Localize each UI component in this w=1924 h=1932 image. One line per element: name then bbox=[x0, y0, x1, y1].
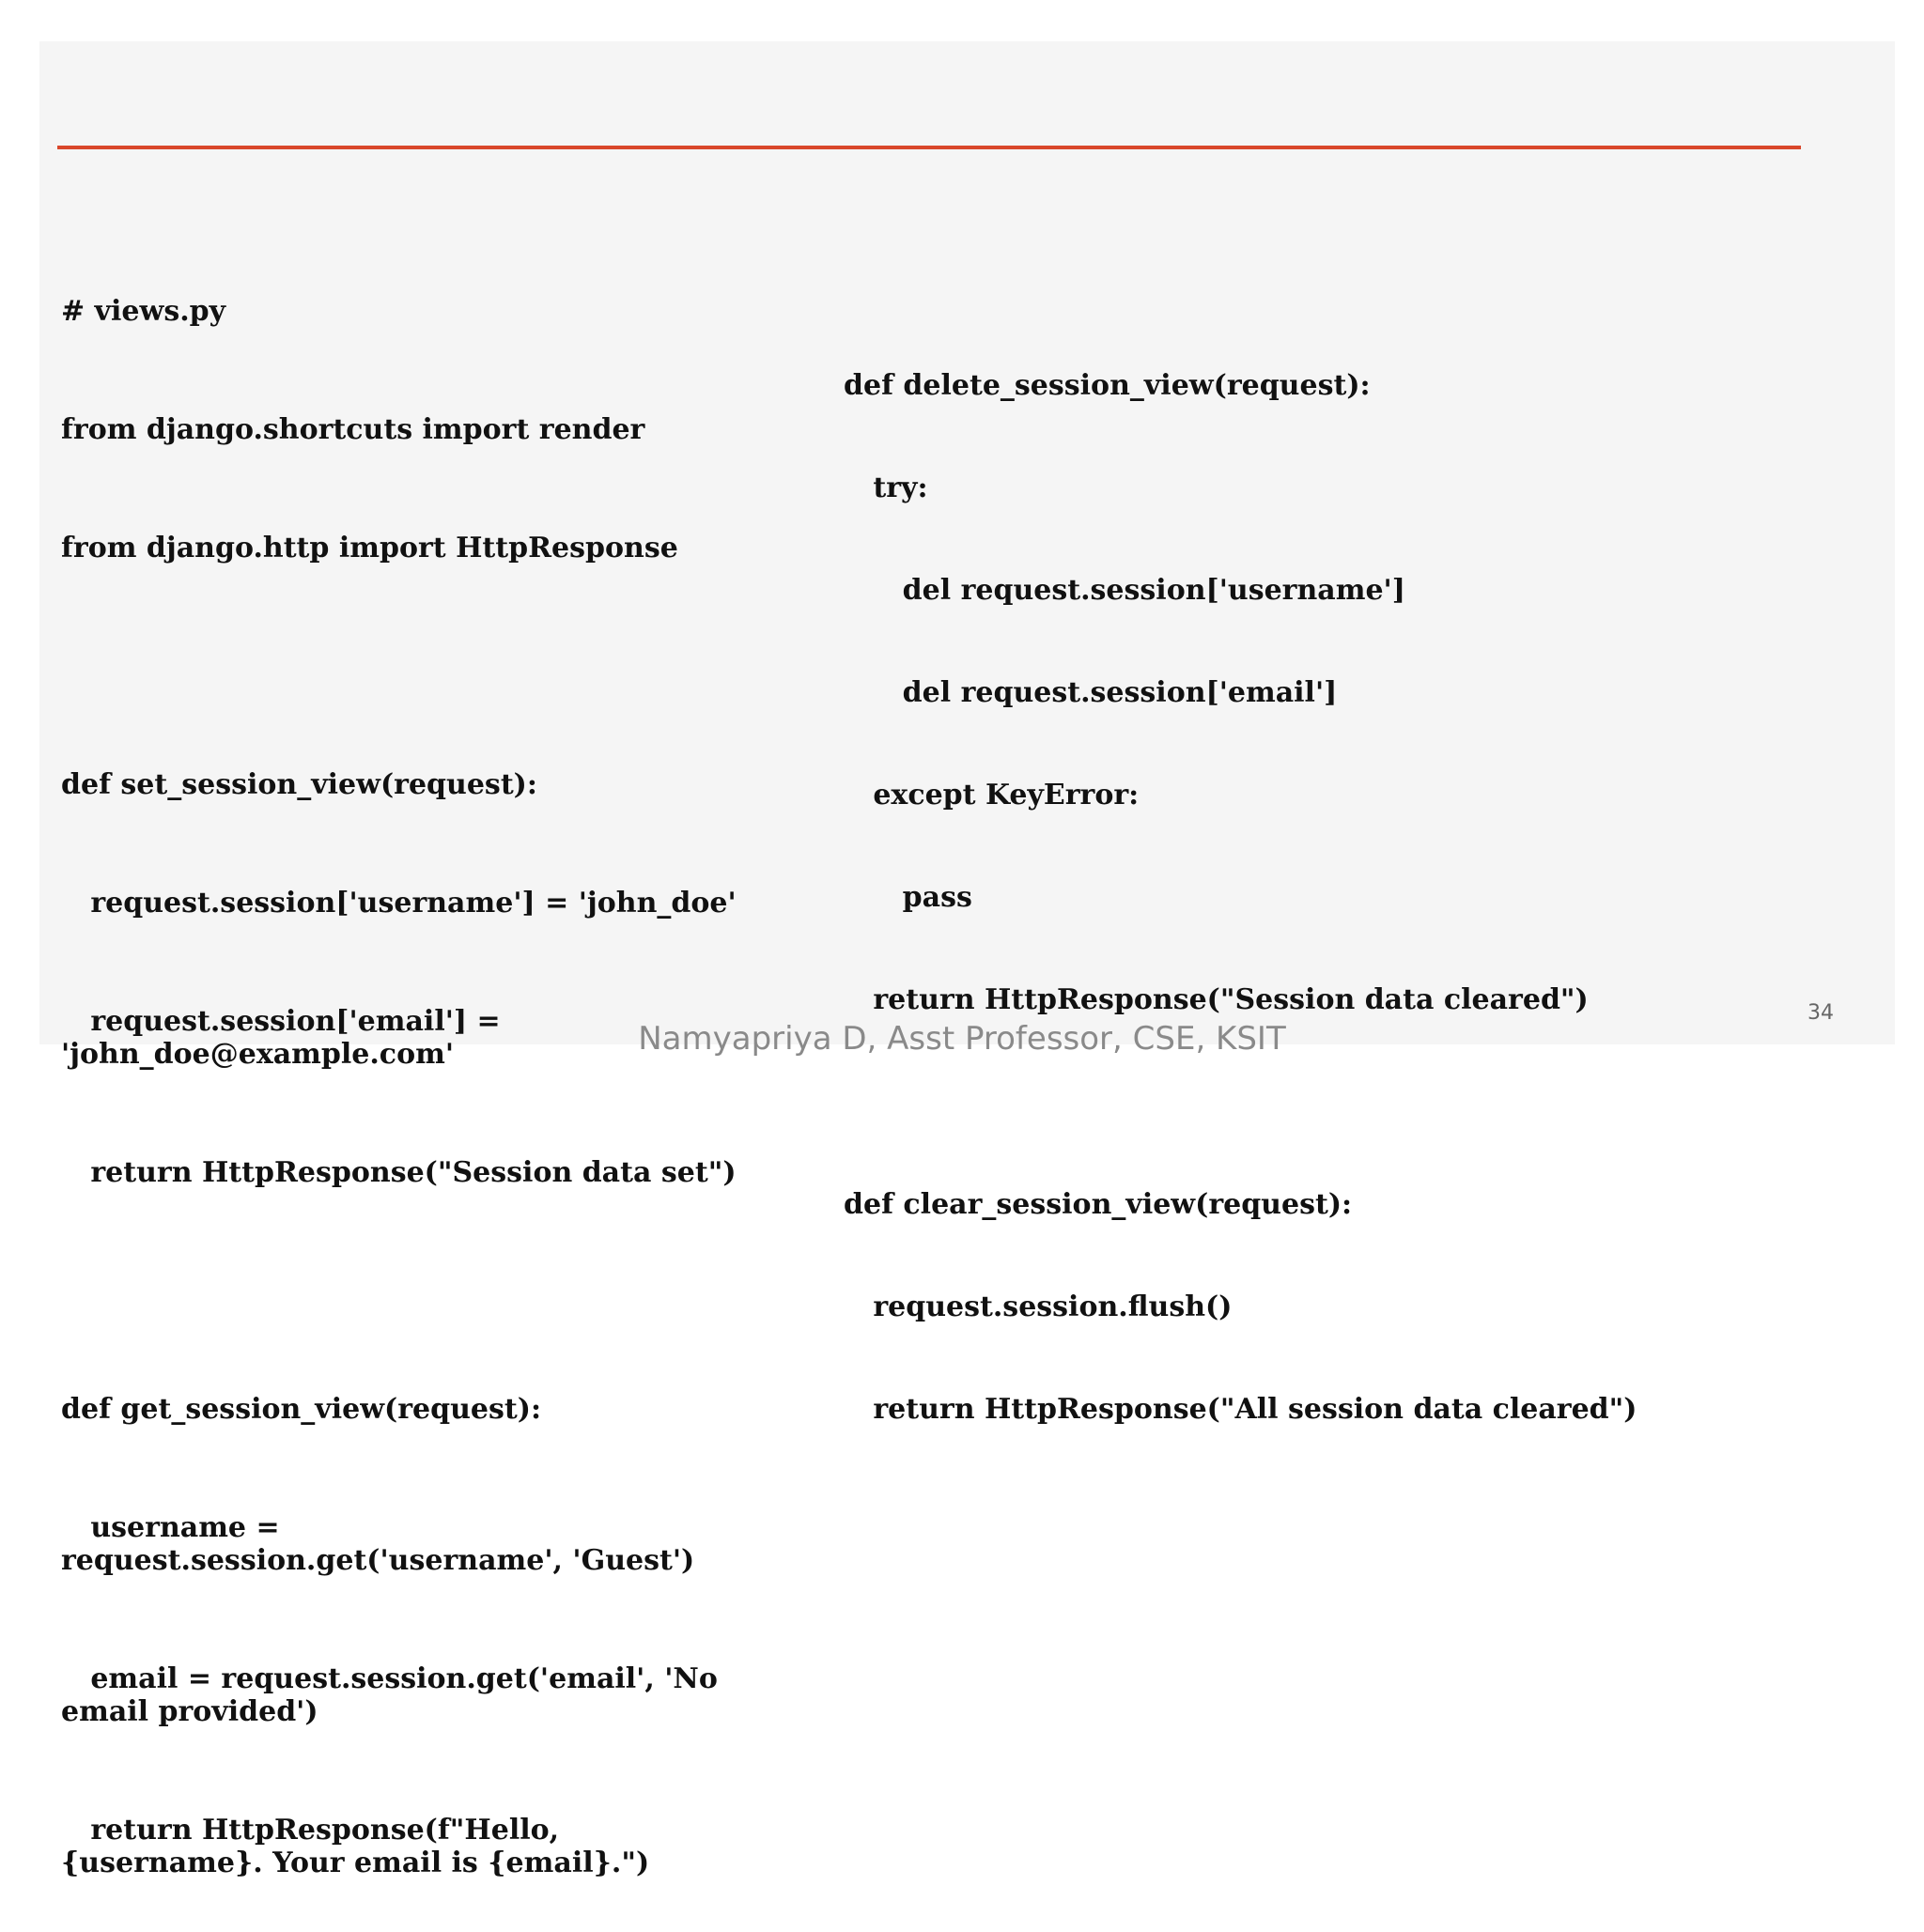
code-line: try: bbox=[844, 471, 928, 504]
code-line: request.session['username'] = 'john_doe' bbox=[61, 887, 737, 920]
code-line: del request.session['email'] bbox=[844, 676, 1338, 709]
blank-line bbox=[844, 1084, 1783, 1121]
code-line: return HttpResponse("Session data set") bbox=[61, 1156, 737, 1189]
code-line: email = request.session.get('email', 'No email provided') bbox=[61, 1662, 728, 1728]
code-line: def set_session_view(request): bbox=[61, 768, 537, 801]
code-line: def clear_session_view(request): bbox=[844, 1188, 1353, 1221]
code-line: pass bbox=[844, 881, 972, 914]
code-block-right bbox=[844, 301, 1783, 1461]
code-line: def delete_session_view(request): bbox=[844, 369, 1371, 402]
code-line: return HttpResponse("All session data cleared") bbox=[844, 1393, 1637, 1426]
code-line: except KeyError: bbox=[844, 779, 1140, 811]
title-divider bbox=[57, 146, 1801, 149]
blank-line bbox=[61, 1275, 756, 1327]
code-line: return HttpResponse("Session data cleared") bbox=[844, 983, 1589, 1016]
code-block-left bbox=[61, 229, 756, 1932]
code-line: request.session.flush() bbox=[844, 1291, 1233, 1323]
code-line: # views.py bbox=[61, 295, 226, 328]
code-line: from django.http import HttpResponse bbox=[61, 532, 678, 564]
blank-line bbox=[61, 650, 756, 703]
footer-author: Namyapriya D, Asst Professor, CSE, KSIT bbox=[638, 1020, 1286, 1058]
code-line: def get_session_view(request): bbox=[61, 1393, 542, 1426]
page-number: 34 bbox=[1808, 1001, 1834, 1025]
code-line: return HttpResponse(f"Hello, {username}. Your email is {email}.") bbox=[61, 1814, 650, 1879]
code-line: username = request.session.get('username', 'Guest') bbox=[61, 1511, 695, 1577]
code-line: from django.shortcuts import render bbox=[61, 413, 645, 446]
code-line: del request.session['username'] bbox=[844, 574, 1405, 607]
code-line: request.session['email'] = 'john_doe@example.com' bbox=[61, 1005, 511, 1071]
